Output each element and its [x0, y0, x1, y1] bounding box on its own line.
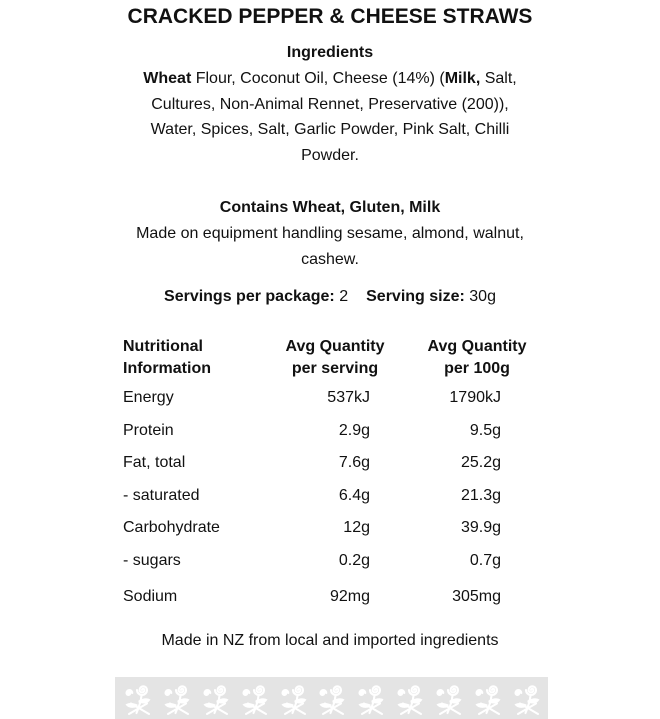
- value-per-100g: 21.3g: [460, 486, 501, 504]
- column-header-per-100g: Avg Quantity per 100g: [427, 338, 527, 377]
- decorative-band: [115, 677, 548, 719]
- rose-icon: [353, 680, 387, 716]
- ingredients-line: Cultures, Non-Animal Rennet, Preservative (200)),: [151, 95, 509, 113]
- rose-icon: [392, 680, 426, 716]
- nutrient-name: - saturated: [123, 486, 200, 504]
- origin-statement: Made in NZ from local and imported ingredients: [161, 632, 499, 649]
- rose-icon: [237, 680, 271, 716]
- nutrient-name: Protein: [123, 421, 174, 439]
- value-per-serving: 92mg: [329, 588, 370, 605]
- table-row: [123, 584, 660, 610]
- value-per-serving: 537kJ: [327, 389, 370, 406]
- allergen-contains: Contains Wheat, Gluten, Milk: [219, 199, 441, 216]
- table-row: [123, 450, 660, 476]
- ingredients-heading: Ingredients: [286, 44, 374, 61]
- servings-per-package-label: Servings per package:: [164, 288, 335, 305]
- nutrient-name: - sugars: [123, 551, 181, 569]
- rose-icon: [431, 680, 465, 716]
- value-per-serving: 0.2g: [338, 551, 370, 569]
- value-per-100g: 305mg: [452, 588, 501, 605]
- value-per-serving: 12g: [343, 519, 370, 536]
- value-per-100g: 9.5g: [469, 421, 501, 439]
- rose-icon: [509, 680, 543, 716]
- table-row: [123, 548, 660, 574]
- ingredients-line: Water, Spices, Salt, Garlic Powder, Pink Salt, Chilli: [150, 121, 510, 138]
- value-per-100g: 1790kJ: [449, 389, 501, 406]
- serving-size-value: 30g: [469, 288, 496, 305]
- nutrient-name: Sodium: [123, 588, 178, 605]
- rose-icon: [314, 680, 348, 716]
- rose-icon: [470, 680, 504, 716]
- servings-per-package-value: 2: [339, 288, 349, 305]
- nutrition-table-header: [123, 336, 660, 380]
- column-header-per-serving: Avg Quantity per serving: [285, 338, 385, 377]
- ingredients-line: Wheat Flour, Coconut Oil, Cheese (14%) (Milk, Salt,: [143, 70, 517, 87]
- value-per-100g: 39.9g: [460, 519, 501, 536]
- value-per-serving: 2.9g: [338, 421, 370, 439]
- value-per-serving: 7.6g: [338, 454, 370, 471]
- nutrient-name: Carbohydrate: [123, 519, 220, 536]
- rose-icon: [120, 680, 154, 716]
- value-per-100g: 25.2g: [460, 454, 501, 471]
- table-row: [123, 483, 660, 509]
- serving-size-label: Serving size:: [366, 288, 465, 305]
- ingredients-line: Powder.: [301, 146, 359, 164]
- table-row: [123, 385, 660, 411]
- nutrient-name: Energy: [123, 389, 174, 406]
- rose-icon: [159, 680, 193, 716]
- ingredients-text: [0, 66, 660, 168]
- allergen-equipment: Made on equipment handling sesame, almond, walnut, cashew.: [136, 225, 524, 268]
- product-title: CRACKED PEPPER & CHEESE STRAWS: [127, 5, 533, 28]
- rose-icon: [198, 680, 232, 716]
- value-per-100g: 0.7g: [469, 551, 501, 569]
- rose-icon: [276, 680, 310, 716]
- table-row: [123, 418, 660, 444]
- column-header-nutritional-information: Nutritional Information: [123, 338, 211, 377]
- nutrient-name: Fat, total: [123, 454, 186, 471]
- serving-info: [0, 284, 660, 310]
- nutrition-table: [0, 336, 660, 610]
- table-row: [123, 515, 660, 541]
- value-per-serving: 6.4g: [338, 486, 370, 504]
- nutrition-label: [0, 2, 660, 654]
